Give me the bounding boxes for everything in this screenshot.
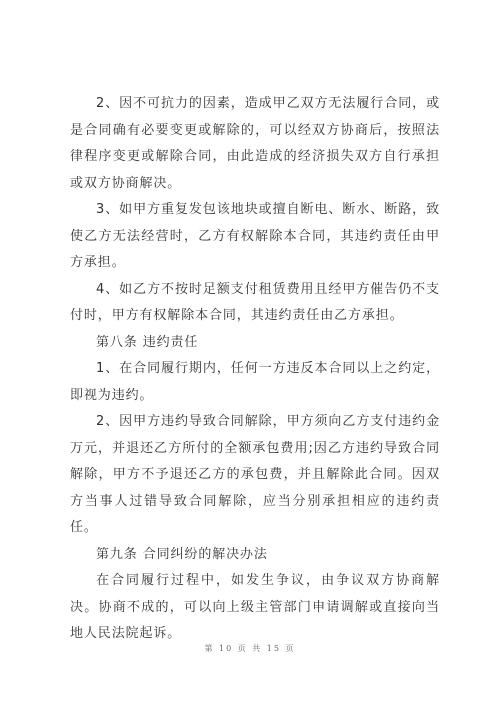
document-body — [70, 91, 440, 648]
paragraph-breach-definition: 1、在合同履行期内，任何一方违反本合同以上之约定，即视为违约。 — [70, 361, 440, 403]
paragraph-dispute-resolution: 在合同履行过程中，如发生争议，由争议双方协商解决。协商不成的，可以向上级主管部门申请调解或直接向当地人民法院起诉。 — [70, 573, 440, 641]
section-heading-article-9: 第九条 合同纠纷的解决办法 — [96, 546, 268, 562]
section-heading-article-8: 第八条 违约责任 — [96, 334, 199, 350]
paragraph-force-majeure: 2、因不可抗力的因素，造成甲乙双方无法履行合同，或是合同确有必要变更或解除的，可以经双方协商后，按照法律程序变更或解除合同，由此造成的经济损失双方自行承担或双方协商解决。 — [70, 96, 440, 191]
paragraph-party-a-breach: 3、如甲方重复发包该地块或擅自断电、断水、断路，致使乙方无法经营时，乙方有权解除本合同，其违约责任由甲方承担。 — [70, 202, 440, 270]
paragraph-party-b-payment: 4、如乙方不按时足额支付租赁费用且经甲方催告仍不支付时，甲方有权解除本合同，其违约责任由乙方承担。 — [70, 281, 440, 323]
page-number-footer: 第 10 页 共 15 页 — [204, 644, 296, 653]
paragraph-breach-termination: 2、因甲方违约导致合同解除，甲方须向乙方支付违约金万元，并退还乙方所付的全额承包费用;因乙方违约导致合同解除，甲方不予退还乙方的承包费，并且解除此合同。因双方当事人过错导致合同解除，应当分别承担相应的违约责任。 — [70, 414, 440, 535]
